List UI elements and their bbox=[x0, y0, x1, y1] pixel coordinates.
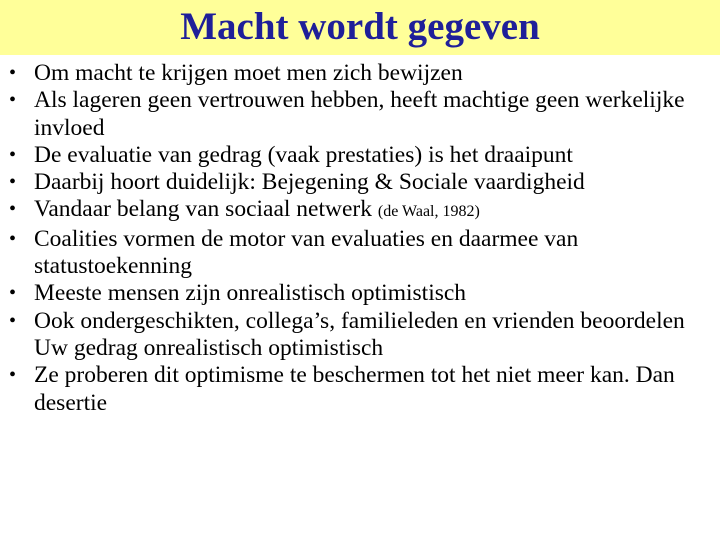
bullet-item-4 bbox=[0, 169, 720, 196]
bullet-dot-icon: • bbox=[9, 198, 17, 221]
bullet-text: De evaluatie van gedrag (vaak prestaties) is het draaipunt bbox=[34, 141, 573, 168]
bullet-item-5 bbox=[0, 196, 720, 225]
bullet-list bbox=[0, 60, 720, 417]
bullet-item-8 bbox=[0, 308, 720, 363]
bullet-item-7 bbox=[0, 280, 720, 307]
bullet-text: Om macht te krijgen moet men zich bewijzen bbox=[34, 60, 463, 86]
bullet-text: Meeste mensen zijn onrealistisch optimistisch bbox=[34, 280, 467, 307]
bullet-dot-icon: • bbox=[9, 364, 17, 387]
bullet-item-1 bbox=[0, 60, 720, 87]
bullet-text: Vandaar belang van sociaal netwerk bbox=[34, 196, 378, 223]
bullet-item-3 bbox=[0, 142, 720, 169]
bullet-dot-icon: • bbox=[9, 171, 17, 194]
bullet-item-2 bbox=[0, 87, 720, 142]
bullet-text: Daarbij hoort duidelijk: Bejegening & Sociale vaardigheid bbox=[34, 169, 585, 196]
bullet-dot-icon: • bbox=[9, 282, 17, 305]
bullet-text: Ze proberen dit optimisme te beschermen tot het niet meer kan. Dan desertie bbox=[34, 362, 675, 416]
bullet-dot-icon: • bbox=[9, 89, 17, 112]
slide-title: Macht wordt gegeven bbox=[180, 5, 540, 48]
bullet-text: Coalities vormen de motor van evaluaties en daarmee van statustoekenning bbox=[34, 225, 579, 280]
bullet-dot-icon: • bbox=[9, 309, 17, 332]
citation: (de Waal, 1982) bbox=[377, 203, 480, 221]
bullet-dot-icon: • bbox=[9, 62, 17, 84]
bullet-text: Als lageren geen vertrouwen hebben, heeft machtige geen werkelijke invloed bbox=[34, 87, 685, 141]
bullet-text: Ook ondergeschikten, collega’s, familieleden en vrienden beoordelen Uw gedrag onrealistisch optimistisch bbox=[34, 307, 685, 361]
bullet-item-6 bbox=[0, 226, 720, 281]
bullet-dot-icon: • bbox=[9, 143, 17, 166]
bullet-dot-icon: • bbox=[9, 227, 17, 250]
bullet-item-9 bbox=[0, 362, 720, 417]
